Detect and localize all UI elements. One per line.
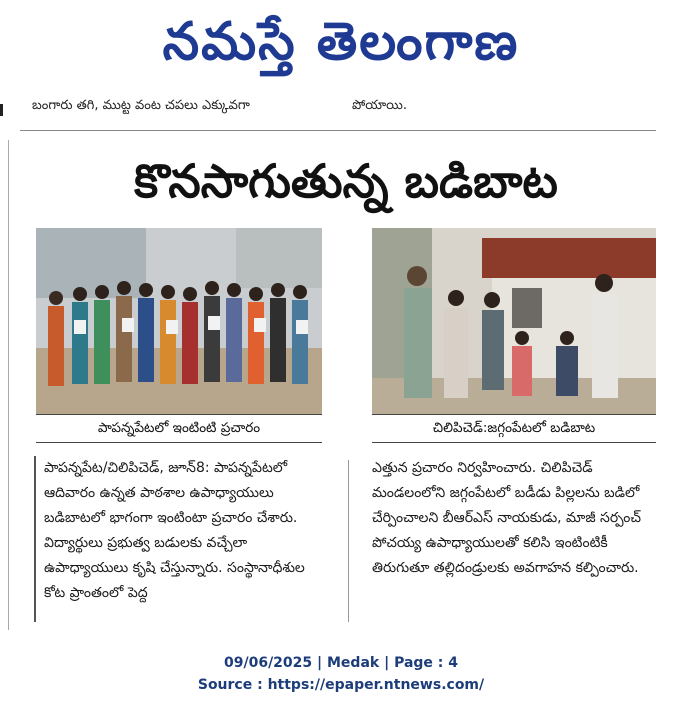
photo-right-illustration (372, 228, 656, 414)
column-divider (348, 460, 349, 622)
caption-rule-right-bottom (372, 442, 656, 443)
caption-rule-left-bottom (36, 442, 322, 443)
left-rule (8, 140, 9, 630)
article-headline: కొనసాగుతున్న బడిబాట (134, 154, 558, 208)
photo-door-to-door-campaign (36, 228, 322, 414)
column-marker (0, 104, 3, 116)
photo-left-illustration (36, 228, 322, 414)
ticker-text-end: పోయాయి. (352, 98, 407, 113)
masthead (0, 0, 682, 88)
article-body-left: పాపన్నపేట/చిలిపిచెడ్, జూన్8: పాపన్నపేటలో ఆదివారం ఉన్నత పాఠశాల ఉపాధ్యాయులు బడిబాటలో భాగంగా ఇంటింటా ప్రచారం చేశారు. విద్యార్థులు ప్రభుత్వ బడులకు వచ్చేలా ఉపాధ్యాయులు కృషి చేస్తున్నారు. సంస్థానాధీశుల కోట ప్రాంతంలో పెద్ద (34, 456, 324, 622)
footer (0, 652, 682, 696)
source-link[interactable]: Source : https://epaper.ntnews.com/ (197, 677, 485, 693)
photo-caption-right: చిలిపిచెడ్:జగ్గంపేటలో బడిబాట (432, 420, 596, 436)
ticker (0, 92, 682, 120)
photo-badibata-visit (372, 228, 656, 414)
ticker-text: బంగారు తగి, ముట్ట వంట చపలు ఎక్కువగా (32, 98, 250, 113)
edition-meta: 09/06/2025 | Medak | Page : 4 (223, 655, 459, 671)
photo-caption-left: పాపన్నపేటలో ఇంటింటి ప్రచారం (97, 420, 261, 436)
newspaper-logo: నమస్తే తెలంగాణ (162, 12, 520, 72)
article-body-right: ఎత్తున ప్రచారం నిర్వహించారు. చిలిపిచెడ్ మండలంలోని జగ్గంపేటలో బడీడు పిల్లలను బడిలో చేర్పించాలని బీఆర్ఎస్ నాయకుడు, మాజీ సర్పంచ్ పోచయ్య ఉపాధ్యాయులతో కలిసి ఇంటింటికీ తిరుగుతూ తల్లిదండ్రులకు అవగాహన కల్పించారు. (372, 460, 641, 576)
top-rule (20, 130, 656, 131)
